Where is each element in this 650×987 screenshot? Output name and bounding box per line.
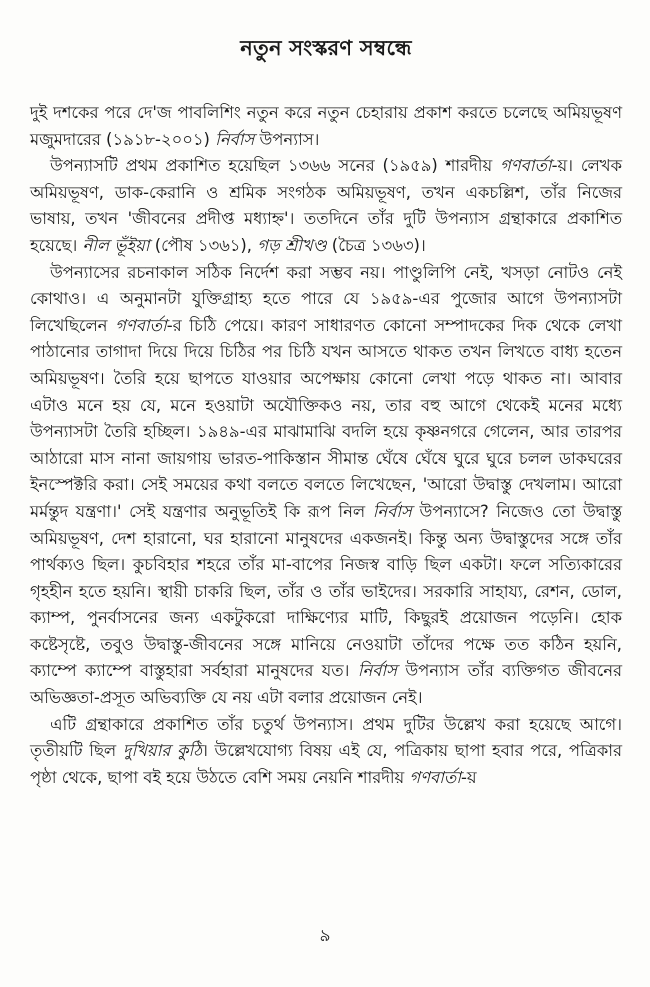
paragraph: [30, 153, 622, 259]
text-run: উপন্যাসটি প্রথম প্রকাশিত হয়েছিল ১৩৬৬ সনের (১৯৫৯) শারদীয়: [50, 156, 500, 176]
book-title-text: গড় শ্রীখণ্ড: [257, 235, 327, 255]
text-run: এটি গ্রন্থাকারে প্রকাশিত তাঁর চতুর্থ উপন্যাস। প্রথম দুটির উল্লেখ করা হয়েছে আগে। তৃতীয়টি ছিল: [30, 714, 622, 761]
book-title-text: নির্বাস: [215, 129, 255, 149]
text-run: -য়। লেখক অমিয়ভূষণ, ডাক-কেরানি ও শ্রমিক সংগঠক অমিয়ভূষণ, তখন একচল্লিশ, তাঁর নিজের ভাষায়, তখন 'জীবনের প্রদীপ্ত মধ্যাহ্ন'। ততদিনে তাঁর দুটি উপন্যাস গ্রন্থাকারে প্রকাশিত হয়েছে।: [30, 156, 622, 255]
body-text: [30, 100, 622, 791]
paragraph: [30, 260, 622, 712]
book-title-text: নির্বাস: [372, 501, 412, 521]
text-run: -য়: [460, 767, 477, 787]
text-run: উপন্যাস তাঁর ব্যক্তিগত জীবনের অভিজ্ঞতা-প্রসূত অভিব্যক্তি যে নয় এটা বলার প্রয়োজন নেই।: [30, 661, 622, 708]
book-title-text: দুখিয়ার কুঠি: [122, 741, 202, 761]
text-run: (পৌষ ১৩৬১),: [149, 235, 258, 255]
book-title-text: গণবার্তা: [115, 315, 167, 335]
book-title-text: গণবার্তা: [409, 767, 461, 787]
book-title-text: নির্বাস: [357, 661, 397, 681]
paragraph: [30, 712, 622, 792]
text-run: । উল্লেখযোগ্য বিষয় এই যে, পত্রিকায় ছাপা হবার পরে, পত্রিকার পৃষ্ঠা থেকে, ছাপা বই হয়ে উঠতে বেশি সময় নেয়নি শারদীয়: [30, 741, 622, 787]
text-run: (চৈত্র ১৩৬৩)।: [326, 235, 426, 255]
book-title-text: গণবার্তা: [499, 156, 552, 176]
book-title-text: নীল ভূঁইয়া: [82, 235, 150, 255]
page-number: ৯: [319, 926, 331, 946]
text-run: উপন্যাস।: [254, 129, 320, 149]
text-run: উপন্যাসের রচনাকাল সঠিক নির্দেশ করা সম্ভব নয়। পাণ্ডুলিপি নেই, খসড়া নোটও নেই কোথাও। এ অনুমানটা যুক্তিগ্রাহ্য হতে পারে যে ১৯৫৯-এর পুজোর আগে উপন্যাসটা লিখেছিলেন: [30, 262, 622, 335]
text-run: -র চিঠি পেয়ে। কারণ সাধারণত কোনো সম্পাদকের দিক থেকে লেখা পাঠানোর তাগাদা দিয়ে দিয়ে চিঠির পর চিঠি যখন আসতে থাকত তখন লিখতে বাধ্য হতেন অমিয়ভূষণ। তৈরি হয়ে ছাপতে যাওয়ার অপেক্ষায় কোনো লেখা পড়ে থাকত না। আবার এটাও মনে হয় যে, মনে হওয়াটা অযৌক্তিকও নয়, তার বহু আগে থেকেই মনের মধ্যে উপন্যাসটা তৈরি হচ্ছিল। ১৯৪৯-এর মাঝামাঝি বদলি হয়ে কৃষ্ণনগরে গেলেন, আর তারপর আঠারো মাস নানা জায়গায় ভারত-পাকিস্তান সীমান্ত ঘেঁষে ঘেঁষে ঘুরে ঘুরে চলল ডাকঘরের ইনস্পেক্টরি করা। সেই সময়ের কথা বলতে বলতে লিখেছেন, 'আরো উদ্বাস্তু দেখলাম। আরো মর্মন্তুদ যন্ত্রণা।' সেই যন্ত্রণার অনুভূতিই কি রূপ নিল: [30, 315, 622, 521]
page-title: নতুন সংস্করণ সম্বন্ধে: [240, 36, 412, 60]
paragraph: [30, 100, 622, 153]
text-run: দুই দশকের পরে দে'জ পাবলিশিং নতুন করে নতুন চেহারায় প্রকাশ করতে চলেছে অমিয়ভূষণ মজুমদারের (১৯১৮-২০০১): [30, 103, 622, 149]
text-run: উপন্যাসে? নিজেও তো উদ্বাস্তু অমিয়ভূষণ, দেশ হারানো, ঘর হারানো মানুষদের একজনই। কিন্তু অন্য উদ্বাস্তুদের সঙ্গে তাঁর পার্থক্যও ছিল। কুচবিহার শহরে তাঁর মা-বাপের নিজস্ব বাড়ি ছিল একটা। ফলে সত্যিকারের গৃহহীন হতে হয়নি। স্থায়ী চাকরি ছিল, তাঁর ও তাঁর ভাইদের। সরকারি সাহায্য, রেশন, ডোল, ক্যাম্প, পুনর্বাসনের জন্য একটুকরো দাক্ষিণ্যের মাটি, কিছুরই প্রয়োজন পড়েনি। হোক কষ্টেসৃষ্টে, তবুও উদ্বাস্তু-জীবনের সঙ্গে মানিয়ে নেওয়াটা তাঁদের পক্ষে তত কঠিন হয়নি, ক্যাম্পে ক্যাম্পে বাস্তুহারা সর্বহারা মানুষদের যত।: [30, 501, 623, 681]
